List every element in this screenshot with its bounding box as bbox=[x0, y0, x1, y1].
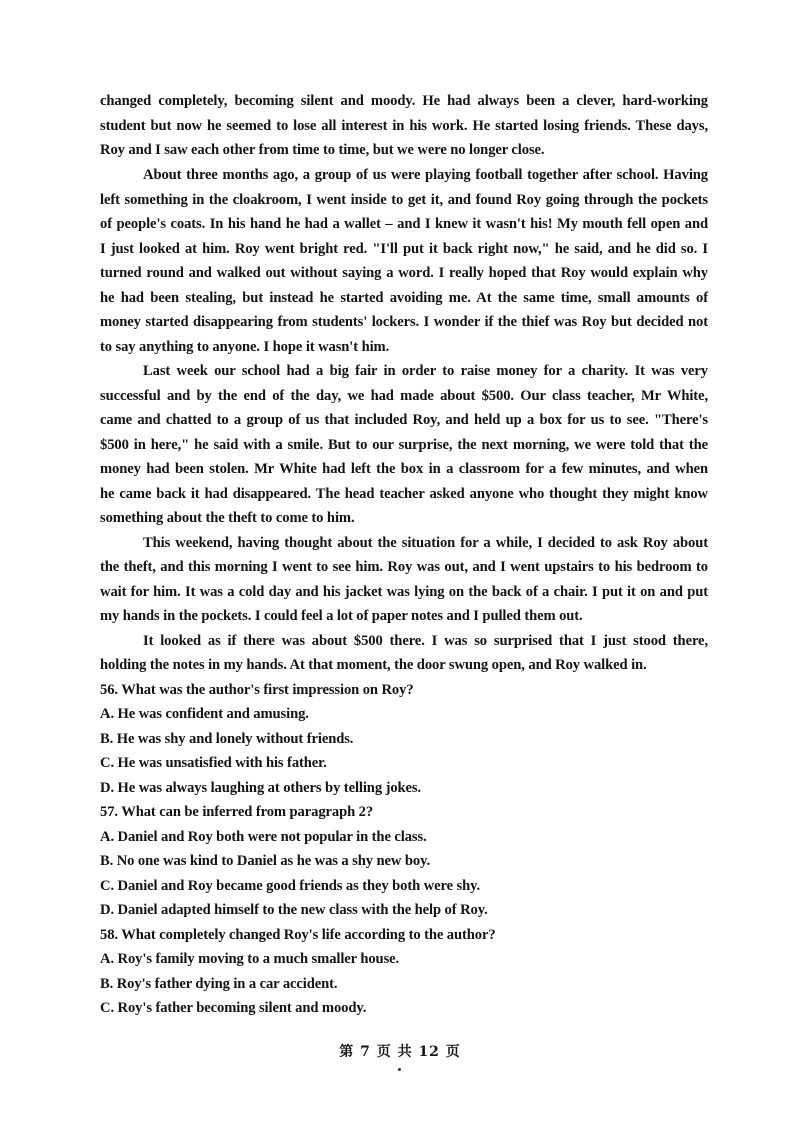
text-line: he had been stealing, but instead he started avoiding me. At the same time, small amounts of bbox=[100, 290, 708, 306]
text-line: he came back it had disappeared. The head teacher asked anyone who thought they might know bbox=[100, 486, 708, 502]
text-line: came and chatted to a group of us that included Roy, and held up a box for us to see. "There's bbox=[100, 412, 708, 428]
text-line: turned round and walked out without saying a word. I really hoped that Roy would explain why bbox=[100, 265, 708, 281]
text-line: to say anything to anyone. I hope it wasn't him. bbox=[100, 339, 390, 355]
text-line: left something in the cloakroom, I went inside to get it, and found Roy going through the pockets bbox=[100, 192, 708, 208]
text-line: changed completely, becoming silent and moody. He had always been a clever, hard-working bbox=[100, 93, 708, 109]
text-line: About three months ago, a group of us were playing football together after school. Having bbox=[143, 167, 708, 183]
answer-option: C. Roy's father becoming silent and moody. bbox=[100, 1000, 367, 1016]
answer-option: A. Daniel and Roy both were not popular in the class. bbox=[100, 829, 427, 845]
text-line: my hands in the pockets. I could feel a lot of paper notes and I pulled them out. bbox=[100, 608, 583, 624]
text-line: student but now he seemed to lose all interest in his work. He started losing friends. These days, bbox=[100, 118, 708, 134]
page-number-footer: 第 7 页 共 12 页 bbox=[339, 1044, 461, 1060]
answer-option: D. Daniel adapted himself to the new class with the help of Roy. bbox=[100, 902, 488, 918]
text-line: I just looked at him. Roy went bright red. "I'll put it back right now," he said, and he did so. I bbox=[100, 241, 708, 257]
text-line: of people's coats. In his hand he had a wallet – and I knew it wasn't his! My mouth fell open and bbox=[100, 216, 708, 232]
answer-option: B. No one was kind to Daniel as he was a shy new boy. bbox=[100, 853, 431, 869]
answer-option: D. He was always laughing at others by telling jokes. bbox=[100, 780, 422, 796]
text-line: successful and by the end of the day, we had made about $500. Our class teacher, Mr White, bbox=[100, 388, 708, 404]
answer-option: B. Roy's father dying in a car accident. bbox=[100, 976, 338, 992]
text-line: Roy and I saw each other from time to time, but we were no longer close. bbox=[100, 142, 545, 158]
text-line: wait for him. It was a cold day and his jacket was lying on the back of a chair. I put it on and put bbox=[100, 584, 708, 600]
answer-option: A. Roy's family moving to a much smaller house. bbox=[100, 951, 400, 967]
text-line: the theft, and this morning I went to see him. Roy was out, and I went upstairs to his bedroom to bbox=[100, 559, 708, 575]
answer-option: C. He was unsatisfied with his father. bbox=[100, 755, 327, 771]
answer-option: C. Daniel and Roy became good friends as they both were shy. bbox=[100, 878, 481, 894]
answer-option: B. He was shy and lonely without friends. bbox=[100, 731, 354, 747]
text-line: Last week our school had a big fair in order to raise money for a charity. It was very bbox=[143, 363, 708, 379]
text-line: money started disappearing from students' lockers. I wonder if the thief was Roy but decided not bbox=[100, 314, 708, 330]
question-stem: 56. What was the author's first impression on Roy? bbox=[100, 682, 414, 698]
question-stem: 58. What completely changed Roy's life according to the author? bbox=[100, 927, 496, 943]
text-line: something about the theft to come to him. bbox=[100, 510, 355, 526]
answer-option: A. He was confident and amusing. bbox=[100, 706, 309, 722]
page-dot-mark bbox=[398, 1068, 401, 1071]
question-stem: 57. What can be inferred from paragraph 2? bbox=[100, 804, 374, 820]
text-line: This weekend, having thought about the situation for a while, I decided to ask Roy about bbox=[143, 535, 708, 551]
text-line: holding the notes in my hands. At that moment, the door swung open, and Roy walked in. bbox=[100, 657, 647, 673]
text-line: It looked as if there was about $500 there. I was so surprised that I just stood there, bbox=[143, 633, 708, 649]
text-line: money had been stolen. Mr White had left the box in a classroom for a few minutes, and when bbox=[100, 461, 708, 477]
text-line: $500 in here," he said with a smile. But to our surprise, the next morning, we were told that the bbox=[100, 437, 708, 453]
